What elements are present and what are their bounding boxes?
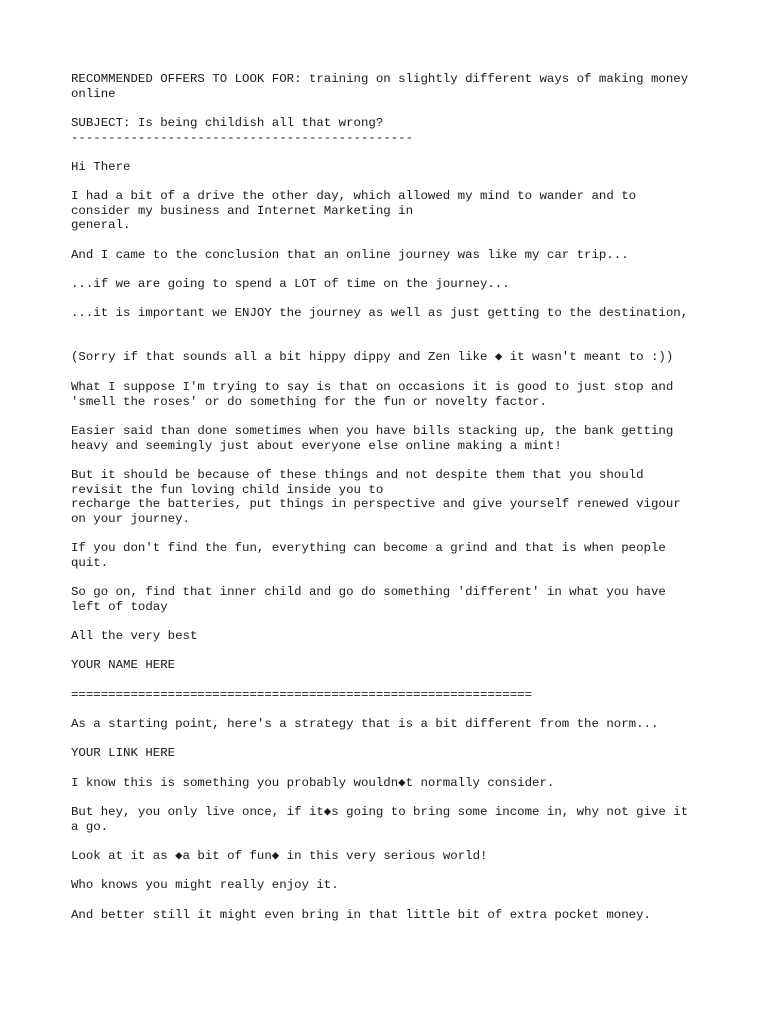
paragraph-line: And I came to the conclusion that an online journey was like my car trip... [71, 248, 629, 262]
paragraph-line: quit. [71, 556, 109, 570]
paragraph-line: I had a bit of a drive the other day, which allowed my mind to wander and to [71, 189, 637, 203]
paragraph-line: Who knows you might really enjoy it. [71, 878, 339, 892]
paragraph-line: So go on, find that inner child and go do something 'different' in what you have [71, 585, 666, 599]
paragraph-line: ...it is important we ENJOY the journey as well as just getting to the destination, [71, 306, 689, 320]
paragraph-line: a go. [71, 820, 109, 834]
paragraph-line: left of today [71, 600, 168, 614]
paragraph-line: recharge the batteries, put things in perspective and give yourself renewed vigour [71, 497, 681, 511]
paragraph-line: 'smell the roses' or do something for the fun or novelty factor. [71, 395, 547, 409]
greeting: Hi There [71, 160, 131, 174]
paragraph-line: revisit the fun loving child inside you to [71, 483, 384, 497]
sign-off: All the very best [71, 629, 198, 643]
offers-line-2: online [71, 87, 116, 101]
paragraph-line: heavy and seemingly just about everyone else online making a mint! [71, 439, 562, 453]
subject-line: SUBJECT: Is being childish all that wrong? [71, 116, 384, 130]
offers-line-1: RECOMMENDED OFFERS TO LOOK FOR: training on slightly different ways of making money [71, 72, 689, 86]
paragraph-line: general. [71, 218, 131, 232]
paragraph-line: But it should be because of these things and not despite them that you should [71, 468, 644, 482]
paragraph-line: But hey, you only live once, if it◆s going to bring some income in, why not give it [71, 805, 689, 819]
paragraph-line: What I suppose I'm trying to say is that on occasions it is good to just stop and [71, 380, 674, 394]
paragraph-line: Look at it as ◆a bit of fun◆ in this very serious world! [71, 849, 488, 863]
paragraph-line: Easier said than done sometimes when you have bills stacking up, the bank getting [71, 424, 674, 438]
paragraph-line: I know this is something you probably wouldn◆t normally consider. [71, 776, 555, 790]
paragraph-line: (Sorry if that sounds all a bit hippy dippy and Zen like ◆ it wasn't meant to :)) [71, 350, 674, 364]
dash-divider: ---------------------------------------------- [71, 131, 414, 145]
paragraph-line: on your journey. [71, 512, 190, 526]
paragraph-line: If you don't find the fun, everything can become a grind and that is when people [71, 541, 666, 555]
paragraph-line: consider my business and Internet Marketing in [71, 204, 414, 218]
link-placeholder: YOUR LINK HERE [71, 746, 176, 760]
signature-name: YOUR NAME HERE [71, 658, 176, 672]
paragraph-line: ...if we are going to spend a LOT of time on the journey... [71, 277, 510, 291]
paragraph-line: As a starting point, here's a strategy that is a bit different from the norm... [71, 717, 659, 731]
paragraph-line: And better still it might even bring in that little bit of extra pocket money. [71, 908, 651, 922]
equals-divider: ============================================================== [71, 688, 533, 702]
